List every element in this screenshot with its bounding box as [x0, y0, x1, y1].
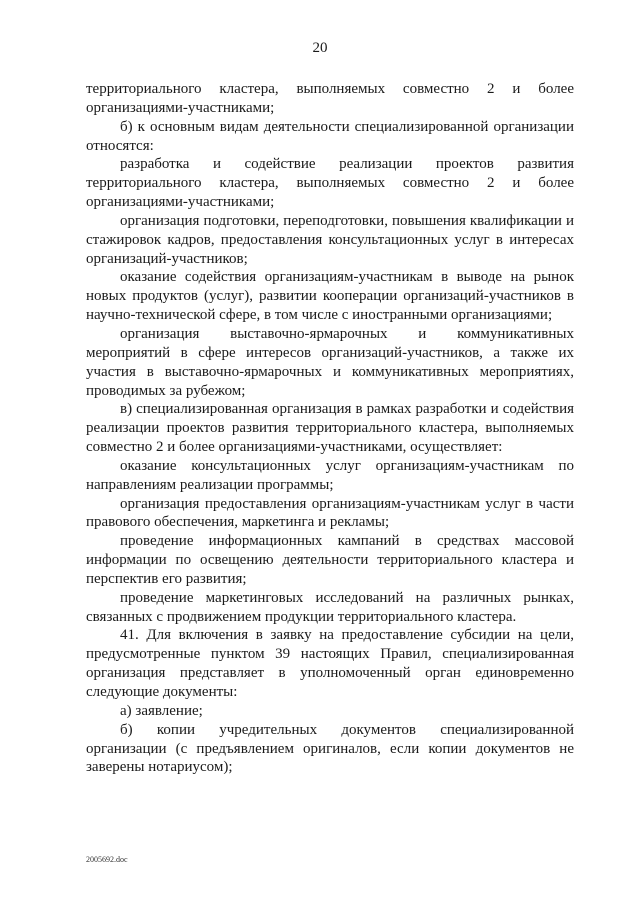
page-number: 20 [312, 40, 328, 56]
paragraph: оказание содействия организациям-участникам в выводе на рынок новых продуктов (услуг), развитии кооперации организаций-участников в научно-технической сфере, в том числе с иностранными организациями; [86, 269, 574, 324]
document-file-code: 2005692.doc [86, 855, 128, 864]
paragraph: проведение информационных кампаний в средствах массовой информации по освещению деятельности территориального кластера и перспектив его развития; [86, 533, 574, 587]
document-body [86, 80, 574, 777]
paragraph: организация подготовки, переподготовки, повышения квалификации и стажировок кадров, предоставления консультационных услуг в интересах организаций-участников; [86, 212, 574, 267]
paragraph: б) копии учредительных документов специализированной организации (с предъявлением оригиналов, если копии документов не заверены нотариусом); [86, 721, 574, 776]
paragraph: разработка и содействие реализации проектов развития территориального кластера, выполняемых совместно 2 и более организациями-участниками; [86, 156, 574, 211]
paragraph: 41. Для включения в заявку на предоставление субсидии на цели, предусмотренные пунктом 39 настоящих Правил, специализированная организация представляет в уполномоченный орган единовременно следующие документы: [86, 627, 574, 700]
paragraph: оказание консультационных услуг организациям-участникам по направлениям реализации программы; [86, 457, 574, 493]
paragraph: в) специализированная организация в рамках разработки и содействия реализации проектов развития территориального кластера, выполняемых совместно 2 и более организациями-участниками, осуществляет: [86, 401, 574, 456]
paragraph: а) заявление; [120, 702, 203, 719]
paragraph: организация выставочно-ярмарочных и коммуникативных мероприятий в сфере интересов организаций-участников, а также их участия в выставочно-ярмарочных и коммуникативных мероприятиях, проводимых за рубежом; [86, 325, 574, 399]
paragraph: б) к основным видам деятельности специализированной организации относятся: [86, 118, 574, 154]
paragraph: территориального кластера, выполняемых совместно 2 и более организациями-участниками; [86, 81, 574, 116]
paragraph: организация предоставления организациям-участникам услуг в части правового обеспечения, маркетинга и рекламы; [86, 495, 574, 531]
paragraph: проведение маркетинговых исследований на различных рынках, связанных с продвижением продукции территориального кластера. [86, 589, 574, 625]
